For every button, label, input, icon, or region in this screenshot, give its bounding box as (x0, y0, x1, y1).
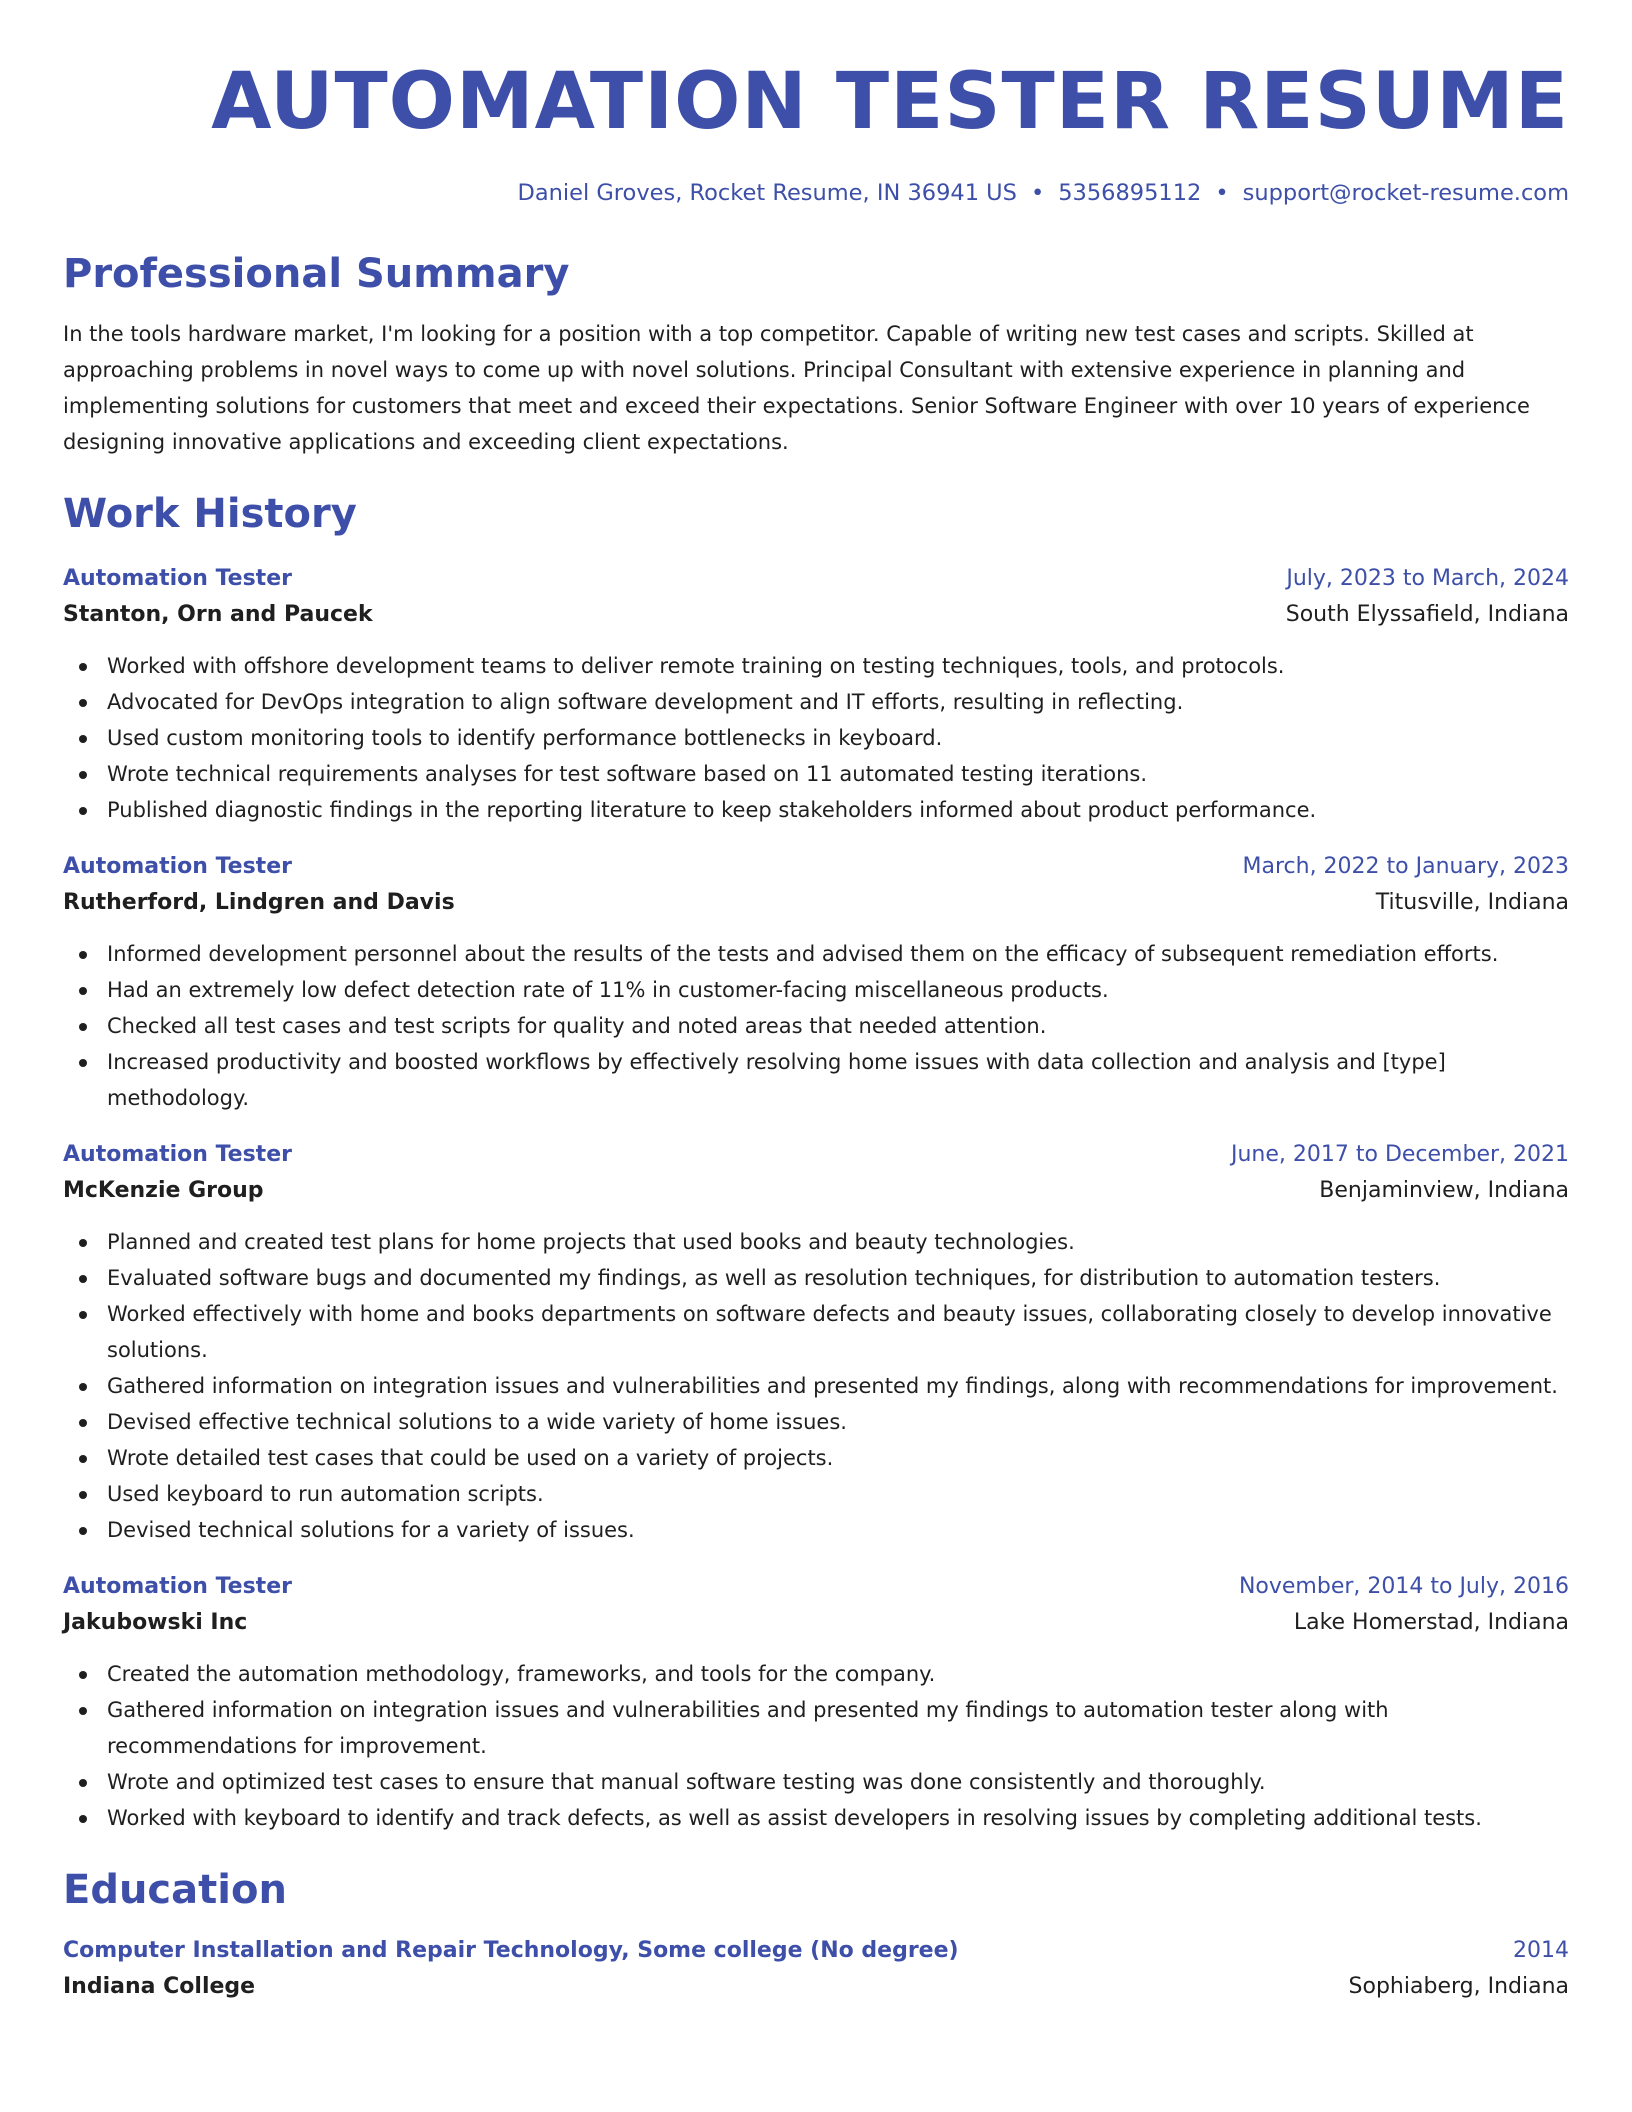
contact-separator: • (1030, 180, 1045, 206)
job-dates: March, 2022 to January, 2023 (1242, 854, 1569, 879)
job-bullets (63, 648, 1569, 828)
job-location: South Elyssafield, Indiana (1285, 602, 1569, 627)
education-header-row (63, 1934, 1569, 1968)
job-bullet: Evaluated software bugs and documented my findings, as well as resolution techniques, for distribution to automation testers. (63, 1260, 1569, 1296)
job-company: McKenzie Group (63, 1178, 264, 1203)
job-bullet: Wrote technical requirements analyses for test software based on 11 automated testing iterations. (63, 756, 1569, 792)
job-bullet: Worked with keyboard to identify and track defects, as well as assist developers in resolving issues by completing additional tests. (63, 1800, 1569, 1836)
education-school: Indiana College (63, 1974, 256, 1999)
job-bullets (63, 1224, 1569, 1548)
job-entry (63, 1570, 1569, 1836)
job-bullet: Gathered information on integration issues and vulnerabilities and presented my findings, along with recommendations for improvement. (63, 1368, 1569, 1404)
job-bullet: Informed development personnel about the results of the tests and advised them on the efficacy of subsequent remediation efforts. (63, 936, 1569, 972)
education-location: Sophiaberg, Indiana (1348, 1974, 1569, 1999)
work-history-heading: Work History (63, 491, 357, 537)
job-bullet: Used keyboard to run automation scripts. (63, 1476, 1569, 1512)
education-year: 2014 (1513, 1938, 1569, 1963)
job-entry (63, 1138, 1569, 1548)
job-bullet: Worked with offshore development teams to deliver remote training on testing techniques, tools, and protocols. (63, 648, 1569, 684)
job-entry (63, 562, 1569, 828)
education-degree: Computer Installation and Repair Technology, Some college (No degree) (63, 1938, 959, 1963)
contact-email[interactable]: support@rocket-resume.com (1242, 180, 1569, 206)
job-bullet: Used custom monitoring tools to identify performance bottlenecks in keyboard. (63, 720, 1569, 756)
job-dates: November, 2014 to July, 2016 (1238, 1574, 1569, 1599)
education-school-row (63, 1968, 1569, 2006)
job-bullet: Planned and created test plans for home projects that used books and beauty technologies. (63, 1224, 1569, 1260)
job-bullets (63, 1656, 1569, 1836)
job-title: Automation Tester (63, 854, 292, 879)
contact-address: Daniel Groves, Rocket Resume, IN 36941 US (517, 180, 1017, 206)
job-location: Benjaminview, Indiana (1319, 1178, 1569, 1203)
education-entry (63, 1934, 1569, 2006)
job-dates: July, 2023 to March, 2024 (1286, 566, 1569, 591)
job-header-row (63, 562, 1569, 596)
resume-title: AUTOMATION TESTER RESUME (211, 57, 1569, 147)
job-bullet: Devised effective technical solutions to a wide variety of home issues. (63, 1404, 1569, 1440)
job-header-row (63, 1570, 1569, 1604)
job-company: Jakubowski Inc (63, 1610, 248, 1635)
job-company: Rutherford, Lindgren and Davis (63, 890, 455, 915)
job-bullet: Checked all test cases and test scripts for quality and noted areas that needed attention. (63, 1008, 1569, 1044)
job-company-row (63, 1604, 1569, 1642)
job-title: Automation Tester (63, 1142, 292, 1167)
contact-separator: • (1215, 180, 1229, 206)
job-bullet: Worked effectively with home and books departments on software defects and beauty issues, collaborating closely to develop innovative solutions. (63, 1296, 1569, 1368)
job-bullet: Wrote detailed test cases that could be used on a variety of projects. (63, 1440, 1569, 1476)
job-header-row (63, 850, 1569, 884)
job-company-row (63, 884, 1569, 922)
job-company-row (63, 1172, 1569, 1210)
job-location: Titusville, Indiana (1375, 890, 1569, 915)
job-bullet: Created the automation methodology, frameworks, and tools for the company. (63, 1656, 1569, 1692)
education-heading: Education (63, 1867, 287, 1913)
contact-line (63, 178, 1569, 208)
job-company-row (63, 596, 1569, 634)
job-bullet: Wrote and optimized test cases to ensure that manual software testing was done consistently and thoroughly. (63, 1764, 1569, 1800)
job-entry (63, 850, 1569, 1116)
job-bullet: Had an extremely low defect detection rate of 11% in customer-facing miscellaneous products. (63, 972, 1569, 1008)
job-header-row (63, 1138, 1569, 1172)
job-bullet: Devised technical solutions for a variety of issues. (63, 1512, 1569, 1548)
job-bullets (63, 936, 1569, 1116)
job-dates: June, 2017 to December, 2021 (1230, 1142, 1569, 1167)
job-title: Automation Tester (63, 566, 292, 591)
job-location: Lake Homerstad, Indiana (1293, 1610, 1569, 1635)
job-bullet: Advocated for DevOps integration to align software development and IT efforts, resulting in reflecting. (63, 684, 1569, 720)
job-bullet: Published diagnostic findings in the reporting literature to keep stakeholders informed about product performance. (63, 792, 1569, 828)
job-title: Automation Tester (63, 1574, 292, 1599)
summary-heading: Professional Summary (63, 251, 570, 297)
job-bullet: Gathered information on integration issues and vulnerabilities and presented my findings to automation tester along with recommendations for improvement. (63, 1692, 1569, 1764)
contact-phone[interactable]: 5356895112 (1058, 180, 1202, 206)
job-company: Stanton, Orn and Paucek (63, 602, 373, 627)
job-bullet: Increased productivity and boosted workflows by effectively resolving home issues with data collection and analysis and [type] methodology. (63, 1044, 1569, 1116)
summary-text: In the tools hardware market, I'm looking for a position with a top competitor. Capable of writing new test cases and scripts. Skilled at approaching problems in novel ways to come up with novel solutions. Principal Consultant with extensive experience in planning and implementing solutions for customers that meet and exceed their expectations. Senior Software Engineer with over 10 years of experience designing innovative applications and exceeding client expectations. (63, 322, 1530, 454)
